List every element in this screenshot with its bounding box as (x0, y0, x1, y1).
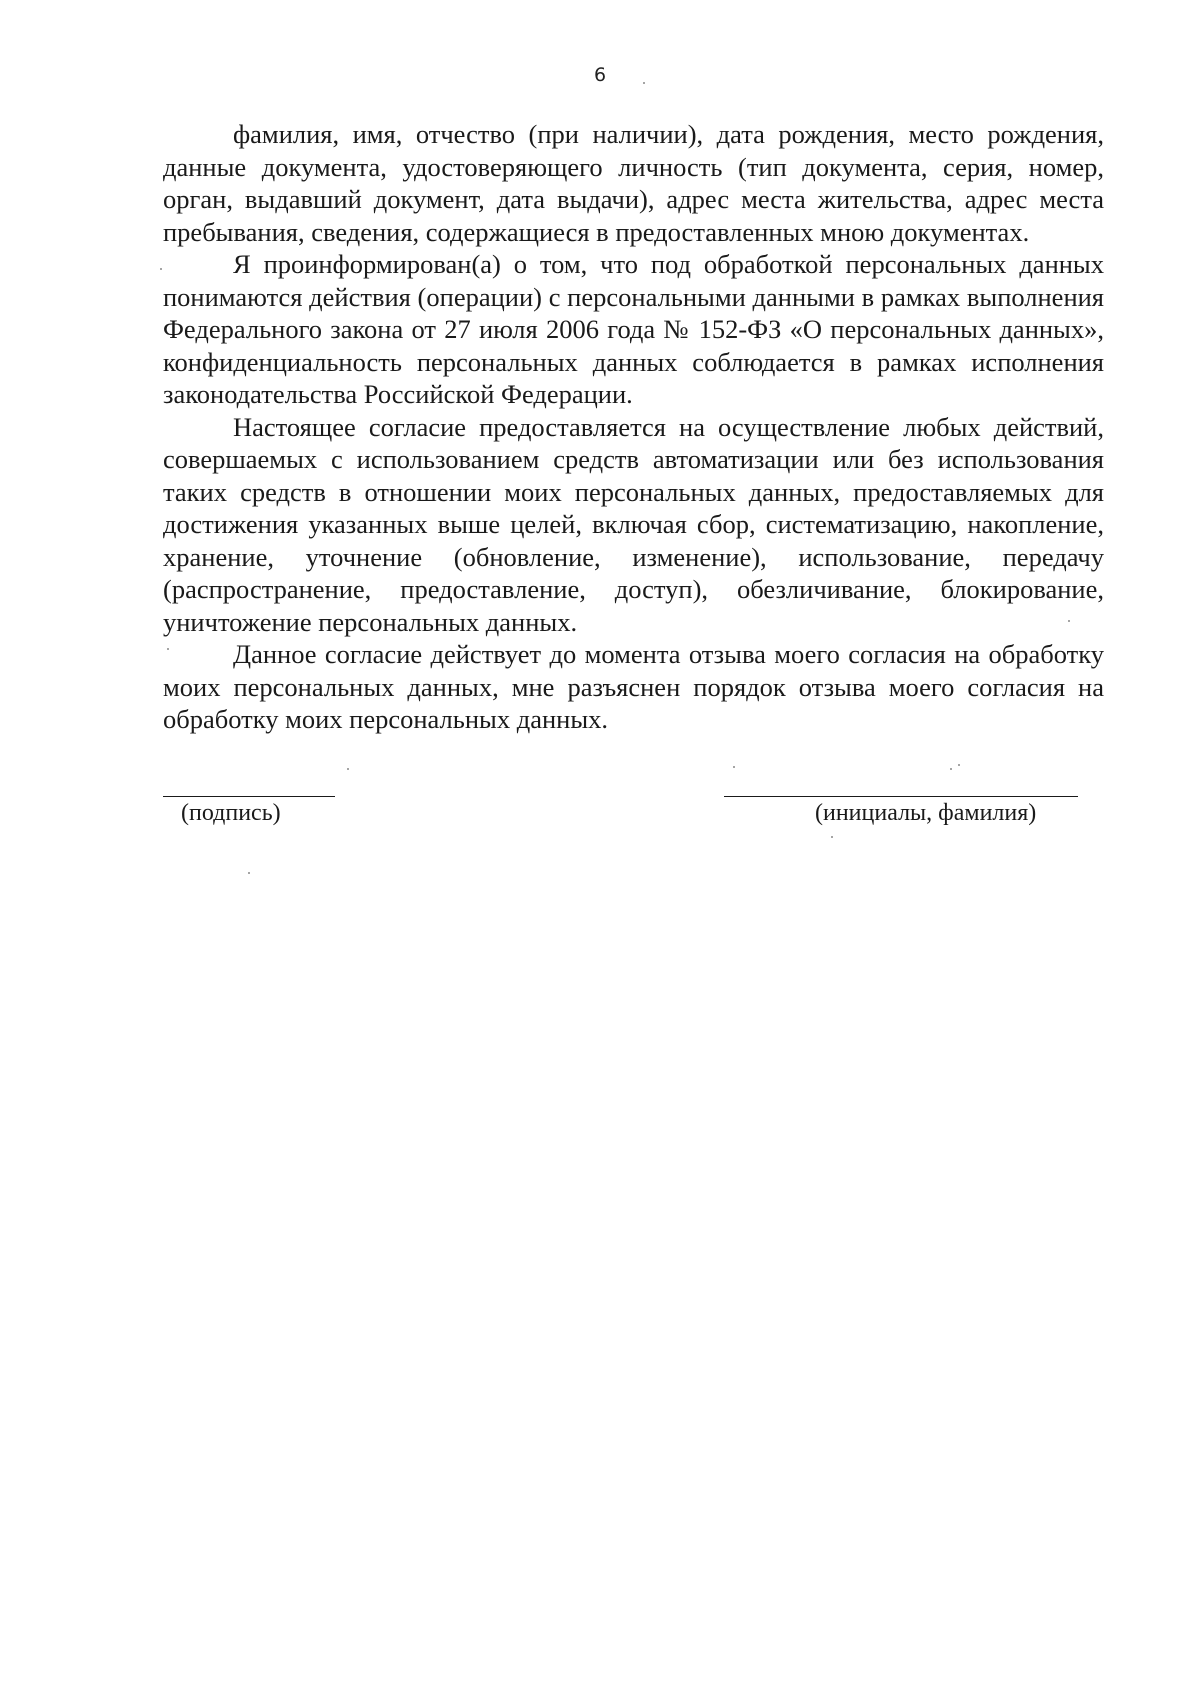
paragraph-personal-data-list: фамилия, имя, отчество (при наличии), дата рождения, место рождения, данные документа, удостоверяющего личность (тип документа, серия, номер, орган, выдавший документ, дата выдачи), адрес места жительства, адрес места пребывания, сведения, содержащиеся в предоставленных мною документах. (163, 119, 1104, 247)
scan-speck (248, 872, 250, 874)
scan-speck (643, 82, 645, 84)
name-line (724, 796, 1078, 797)
page-number: 6 (593, 64, 607, 86)
scan-speck (160, 268, 162, 270)
scan-speck (950, 768, 952, 770)
paragraph-consent-validity: Данное согласие действует до момента отзыва моего согласия на обработку моих персональных данных, мне разъяснен порядок отзыва моего согласия на обработку моих персональных данных. (163, 639, 1104, 734)
signature-caption: (подпись) (181, 800, 281, 826)
scan-speck (347, 768, 349, 770)
paragraph-informed: Я проинформирован(а) о том, что под обработкой персональных данных понимаются действия (операции) с персональными данными в рамках выполнения Федерального закона от 27 июля 2006 года № 152-ФЗ «О персональных данных», конфиденциальность персональных данных соблюдается в рамках исполнения законодательства Российской Федерации. (163, 249, 1104, 409)
name-caption: (инициалы, фамилия) (815, 800, 1037, 826)
consent-body (163, 118, 1104, 736)
scan-speck (1068, 620, 1070, 622)
scan-speck (733, 766, 735, 768)
scan-speck (167, 648, 169, 650)
scan-speck (831, 836, 833, 838)
scan-speck (958, 764, 960, 766)
paragraph-consent-scope: Настоящее согласие предоставляется на осуществление любых действий, совершаемых с использованием средств автоматизации или без использования таких средств в отношении моих персональных данных, предоставляемых для достижения указанных выше целей, включая сбор, систематизацию, накопление, хранение, уточнение (обновление, изменение), использование, передачу (распространение, предоставление, доступ), обезличивание, блокирование, уничтожение персональных данных. (163, 411, 1104, 637)
signature-line (163, 796, 335, 797)
